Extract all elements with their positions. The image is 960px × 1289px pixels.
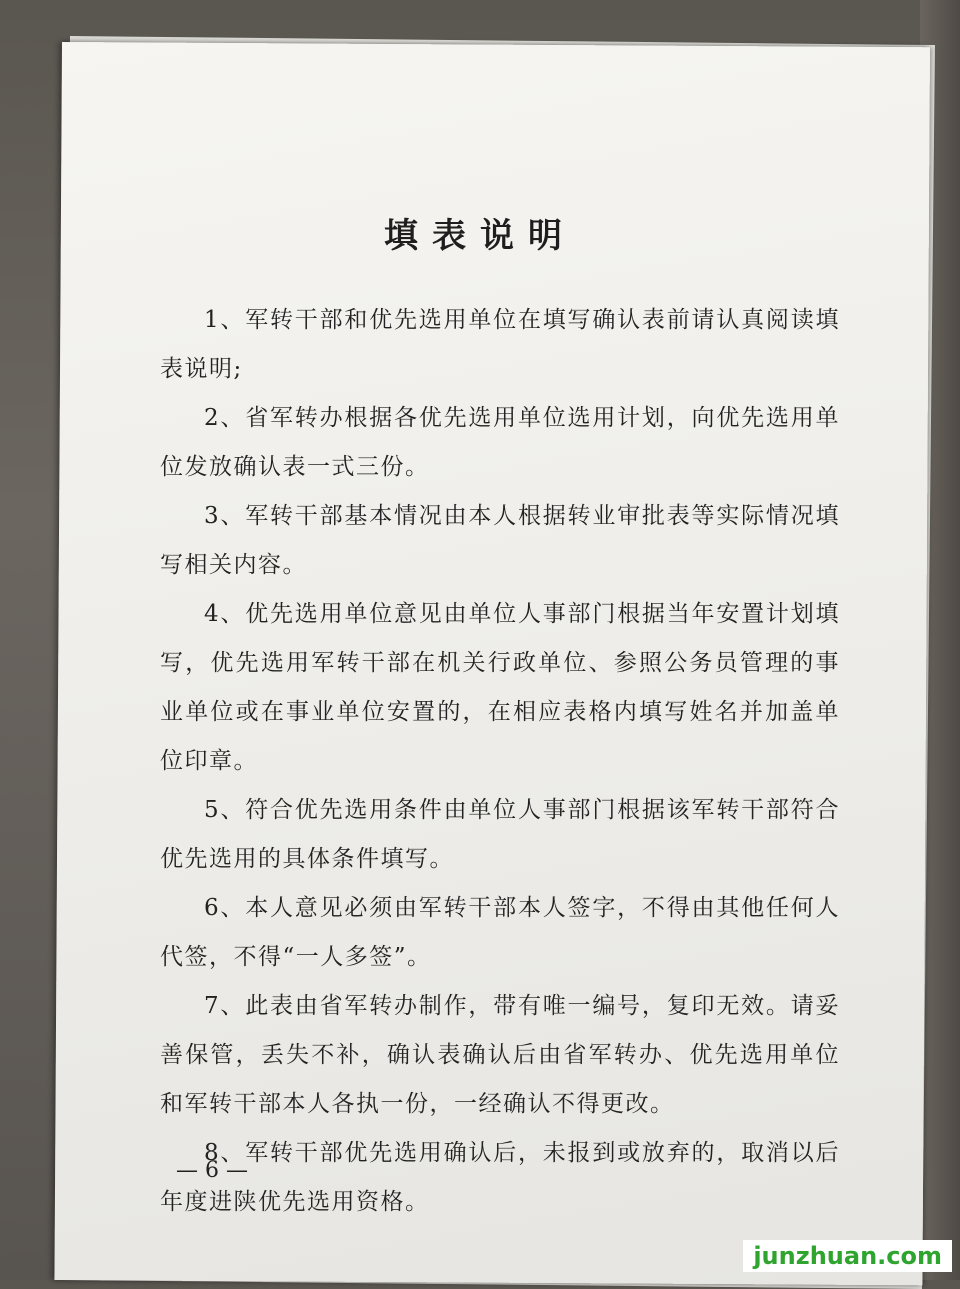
document-body bbox=[160, 296, 840, 1227]
document-title: 填表说明 bbox=[384, 216, 576, 256]
instruction-paragraph-3: 3、军转干部基本情况由本人根据转业审批表等实际情况填写相关内容。 bbox=[160, 503, 840, 578]
instruction-paragraph-1: 1、军转干部和优先选用单位在填写确认表前请认真阅读填表说明; bbox=[160, 307, 840, 382]
instruction-paragraph-2: 2、省军转办根据各优先选用单位选用计划，向优先选用单位发放确认表一式三份。 bbox=[160, 405, 840, 480]
instruction-paragraph-6: 6、本人意见必须由军转干部本人签字，不得由其他任何人代签，不得“一人多签”。 bbox=[160, 895, 840, 970]
instruction-paragraph-7: 7、此表由省军转办制作，带有唯一编号，复印无效。请妥善保管，丢失不补，确认表确认后由省军转办、优先选用单位和军转干部本人各执一份，一经确认不得更改。 bbox=[160, 993, 840, 1117]
instruction-paragraph-8: 8、军转干部优先选用确认后，未报到或放弃的，取消以后年度进陕优先选用资格。 bbox=[160, 1140, 840, 1215]
page-number: — 6 — bbox=[176, 1158, 248, 1183]
site-watermark: junzhuan.com bbox=[743, 1240, 952, 1272]
instruction-paragraph-5: 5、符合优先选用条件由单位人事部门根据该军转干部符合优先选用的具体条件填写。 bbox=[160, 797, 840, 872]
instruction-paragraph-4: 4、优先选用单位意见由单位人事部门根据当年安置计划填写，优先选用军转干部在机关行政单位、参照公务员管理的事业单位或在事业单位安置的，在相应表格内填写姓名并加盖单位印章。 bbox=[160, 601, 840, 774]
